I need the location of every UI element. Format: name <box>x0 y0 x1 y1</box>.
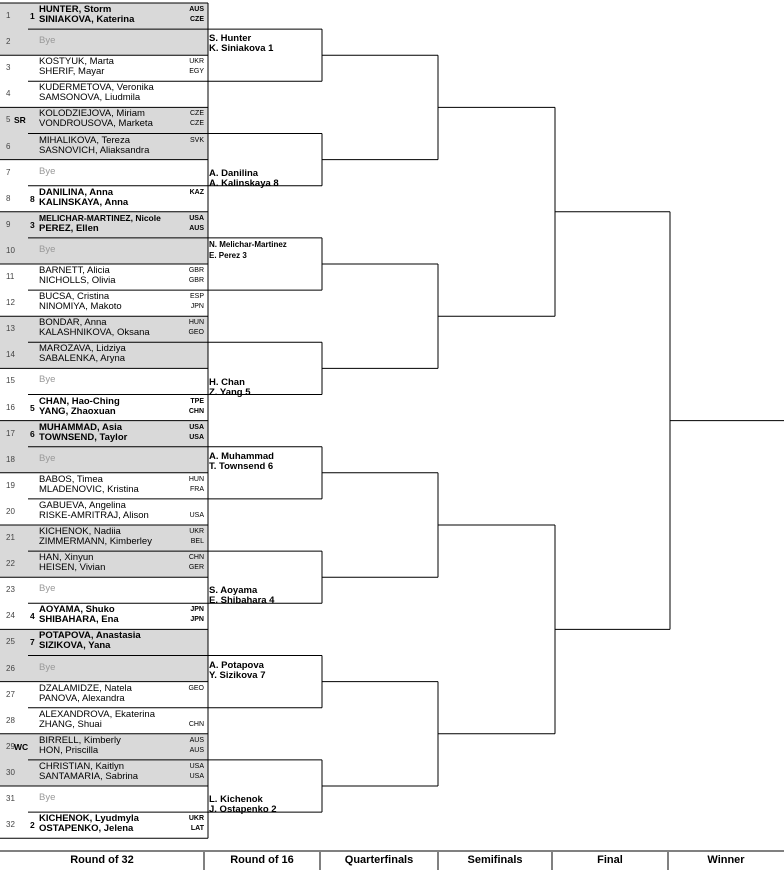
player-name: ZHANG, Shuai <box>39 718 102 730</box>
draw-slot <box>0 708 208 734</box>
draw-position-number: 20 <box>6 506 15 516</box>
round-of-16-winner: T. Townsend 6 <box>209 460 274 472</box>
seed-label: SR <box>14 115 26 126</box>
bye-label: Bye <box>39 792 56 803</box>
country-code: JPN <box>190 616 204 624</box>
seed-label: 8 <box>30 193 35 204</box>
country-code: USA <box>189 433 204 441</box>
player-name: CHAN, Hao-Ching <box>39 395 120 407</box>
country-code: AUS <box>189 6 204 13</box>
draw-slot <box>0 107 208 133</box>
draw-slot <box>0 473 208 499</box>
draw-slot <box>0 3 208 29</box>
player-name: PANOVA, Alexandra <box>39 692 125 704</box>
draw-position-number: 3 <box>6 63 11 73</box>
draw-slot <box>0 55 208 81</box>
draw-position-number: 12 <box>6 298 15 308</box>
round-of-16-winner: E. Perez 3 <box>209 250 247 260</box>
seed-label: 1 <box>30 11 35 21</box>
round-of-16-winner: N. Melichar-Martinez <box>209 239 287 249</box>
draw-slot <box>0 525 208 551</box>
round-of-16-winner: K. Siniakova 1 <box>209 43 274 55</box>
draw-slot <box>0 447 208 473</box>
draw-slot <box>0 812 208 838</box>
draw-position-number: 9 <box>6 219 11 229</box>
round-of-16-winner: S. Aoyama <box>209 585 258 597</box>
draw-position-number: 13 <box>6 324 15 334</box>
draw-position-number: 10 <box>6 245 15 255</box>
round-of-16-winner: L. Kichenok <box>209 794 263 806</box>
draw-slot <box>0 760 208 786</box>
draw-position-number: 28 <box>6 715 15 725</box>
draw-slot <box>0 238 208 264</box>
round-header: Round of 32 <box>70 854 134 866</box>
player-name: RISKE-AMRITRAJ, Alison <box>39 509 149 521</box>
draw-slot <box>0 316 208 342</box>
player-name: KOSTYUK, Marta <box>39 56 114 68</box>
player-name: SINIAKOVA, Katerina <box>39 14 135 25</box>
player-name: BARNETT, Alicia <box>39 265 110 276</box>
bye-label: Bye <box>39 452 56 464</box>
country-code: GBR <box>188 267 204 274</box>
player-name: BABOS, Timea <box>39 473 103 485</box>
country-code: CHN <box>188 720 204 728</box>
country-code: LAT <box>190 825 204 833</box>
player-name: DANILINA, Anna <box>39 186 114 198</box>
player-name: POTAPOVA, Anastasia <box>39 630 141 642</box>
bye-label: Bye <box>39 35 56 47</box>
player-name: TOWNSEND, Taylor <box>39 431 128 443</box>
draw-position-number: 27 <box>6 689 15 699</box>
player-name: YANG, Zhaoxuan <box>39 405 116 417</box>
player-name: KALINSKAYA, Anna <box>39 196 129 208</box>
seed-label: 6 <box>30 428 35 439</box>
round-header: Winner <box>707 854 745 866</box>
draw-position-number: 5 <box>6 115 11 125</box>
draw-slot <box>0 368 208 394</box>
player-name: MELICHAR-MARTINEZ, Nicole <box>39 212 161 223</box>
player-name: GABUEVA, Angelina <box>39 499 126 511</box>
draw-position-number: 25 <box>6 637 15 647</box>
player-name: HUNTER, Storm <box>39 4 112 15</box>
country-code: AUS <box>189 746 204 754</box>
player-name: MIHALIKOVA, Tereza <box>39 134 130 146</box>
player-name: KICHENOK, Lyudmyla <box>39 813 139 825</box>
round-of-16-winner: S. Hunter <box>209 33 252 45</box>
round-of-16-winner: H. Chan <box>209 376 245 388</box>
round-of-16-winner: Y. Sizikova 7 <box>209 669 266 681</box>
country-code: GEO <box>188 329 204 337</box>
player-name: MAROZAVA, Lidziya <box>39 343 126 355</box>
country-code: CZE <box>190 110 204 118</box>
player-name: BIRRELL, Kimberly <box>39 734 121 746</box>
round-header: Final <box>597 854 623 866</box>
seed-label: 3 <box>30 219 35 230</box>
player-name: SHIBAHARA, Ena <box>39 614 119 626</box>
round-header: Quarterfinals <box>344 854 414 866</box>
draw-position-number: 8 <box>6 193 11 203</box>
draw-position-number: 1 <box>6 11 11 20</box>
player-name: ALEXANDROVA, Ekaterina <box>39 708 155 720</box>
draw-slot <box>0 29 208 55</box>
draw-slot <box>0 212 208 238</box>
country-code: CZE <box>190 120 204 128</box>
country-code: USA <box>189 762 204 770</box>
draw-slot <box>0 734 208 760</box>
draw-position-number: 21 <box>6 533 15 542</box>
seed-label: 7 <box>30 637 35 648</box>
round-of-16-winner: Z. Yang 5 <box>209 386 251 398</box>
draw-slot <box>0 656 208 682</box>
country-code: SVK <box>189 136 204 144</box>
country-code: AUS <box>189 736 204 744</box>
player-name: KOLODZIEJOVA, Miriam <box>39 108 145 120</box>
draw-slot <box>0 160 208 186</box>
draw-position-number: 18 <box>6 454 15 464</box>
player-name: NICHOLLS, Olivia <box>39 275 116 286</box>
draw-position-number: 16 <box>6 402 15 412</box>
round-of-16-winner: A. Danilina <box>209 167 259 179</box>
player-name: BONDAR, Anna <box>39 317 107 329</box>
country-code: ESP <box>189 293 204 301</box>
bye-label: Bye <box>39 374 56 386</box>
player-name: DZALAMIDZE, Natela <box>39 682 132 694</box>
round-of-16-winner: J. Ostapenko 2 <box>209 804 277 816</box>
round-of-16-winner: E. Shibahara 4 <box>209 595 275 607</box>
player-name: PEREZ, Ellen <box>39 222 99 234</box>
country-code: BEL <box>190 538 204 545</box>
draw-slot <box>0 682 208 708</box>
country-code: KAZ <box>189 188 204 196</box>
draw-slot <box>0 134 208 160</box>
country-code: USA <box>189 511 204 519</box>
draw-slot <box>0 264 208 290</box>
player-name: AOYAMA, Shuko <box>39 604 115 616</box>
player-name: SABALENKA, Aryna <box>39 353 126 365</box>
seed-label: 5 <box>30 402 35 413</box>
player-name: SHERIF, Mayar <box>39 66 105 78</box>
bye-label: Bye <box>39 661 56 673</box>
draw-position-number: 19 <box>6 480 15 490</box>
player-name: NINOMIYA, Makoto <box>39 301 122 313</box>
draw-slot <box>0 290 208 316</box>
round-header: Round of 16 <box>230 854 294 866</box>
draw-slot <box>0 551 208 577</box>
round-of-16-winner: A. Kalinskaya 8 <box>209 177 279 189</box>
player-name: HAN, Xinyun <box>39 552 94 564</box>
player-name: SASNOVICH, Aliaksandra <box>39 144 150 156</box>
country-code: USA <box>189 423 204 431</box>
draw-slot <box>0 186 208 212</box>
draw-slot <box>0 342 208 368</box>
player-name: VONDROUSOVA, Marketa <box>39 118 153 130</box>
country-code: CHN <box>188 554 204 562</box>
draw-slot <box>0 603 208 629</box>
player-name: MLADENOVIC, Kristina <box>39 483 139 495</box>
country-code: GER <box>188 564 204 572</box>
player-name: HEISEN, Vivian <box>39 562 106 574</box>
draw-position-number: 2 <box>6 37 11 47</box>
country-code: JPN <box>190 303 204 311</box>
player-name: BUCSA, Cristina <box>39 291 110 303</box>
draw-slot <box>0 421 208 447</box>
draw-position-number: 32 <box>6 820 15 830</box>
player-name: KUDERMETOVA, Veronika <box>39 82 154 94</box>
draw-slot <box>0 81 208 107</box>
draw-position-number: 11 <box>6 272 15 281</box>
draw-position-number: 31 <box>6 794 15 803</box>
player-name: OSTAPENKO, Jelena <box>39 823 134 835</box>
seed-label: WC <box>14 741 29 752</box>
country-code: UKR <box>189 58 204 66</box>
bye-label: Bye <box>39 583 56 595</box>
draw-slot <box>0 395 208 421</box>
country-code: TPE <box>190 397 204 405</box>
player-name: CHRISTIAN, Kaitlyn <box>39 760 124 772</box>
country-code: HUN <box>188 475 204 483</box>
country-code: UKR <box>188 815 204 823</box>
draw-position-number: 7 <box>6 167 11 177</box>
draw-position-number: 4 <box>6 89 11 99</box>
country-code: CZE <box>190 16 204 23</box>
draw-position-number: 22 <box>6 559 15 569</box>
draw-position-number: 6 <box>6 141 11 151</box>
country-code: EGY <box>189 68 204 76</box>
player-name: KALASHNIKOVA, Oksana <box>39 327 150 339</box>
draw-position-number: 29 <box>6 741 15 751</box>
bye-label: Bye <box>39 165 56 177</box>
bye-label: Bye <box>39 243 56 255</box>
player-name: SIZIKOVA, Yana <box>39 640 111 652</box>
round-of-16-winner: A. Potapova <box>209 659 264 671</box>
country-code: USA <box>189 214 204 222</box>
round-header: Semifinals <box>467 854 523 866</box>
country-code: GEO <box>188 684 204 692</box>
player-name: ZIMMERMANN, Kimberley <box>39 536 152 547</box>
country-code: GBR <box>188 277 204 284</box>
country-code: HUN <box>188 319 204 327</box>
country-code: FRA <box>190 485 204 493</box>
draw-position-number: 24 <box>6 611 15 621</box>
draw-position-number: 23 <box>6 585 15 595</box>
draw-slot <box>0 786 208 812</box>
draw-position-number: 15 <box>6 376 15 386</box>
draw-position-number: 26 <box>6 663 15 673</box>
draw-position-number: 17 <box>6 428 15 438</box>
draw-slot <box>0 577 208 603</box>
draw-position-number: 30 <box>6 767 15 777</box>
player-name: SAMSONOVA, Liudmila <box>39 92 141 104</box>
draw-slot <box>0 499 208 525</box>
draw-slot <box>0 629 208 655</box>
country-code: CHN <box>188 407 204 415</box>
player-name: HON, Priscilla <box>39 744 99 756</box>
country-code: USA <box>189 772 204 780</box>
player-name: SANTAMARIA, Sabrina <box>39 770 139 782</box>
round-of-16-winner: A. Muhammad <box>209 450 274 462</box>
draw-position-number: 14 <box>6 350 15 360</box>
seed-label: 4 <box>30 611 35 622</box>
country-code: AUS <box>189 224 204 232</box>
player-name: KICHENOK, Nadiia <box>39 526 121 537</box>
player-name: MUHAMMAD, Asia <box>39 421 123 433</box>
country-code: UKR <box>189 528 204 535</box>
country-code: JPN <box>190 606 204 614</box>
seed-label: 2 <box>30 820 35 831</box>
